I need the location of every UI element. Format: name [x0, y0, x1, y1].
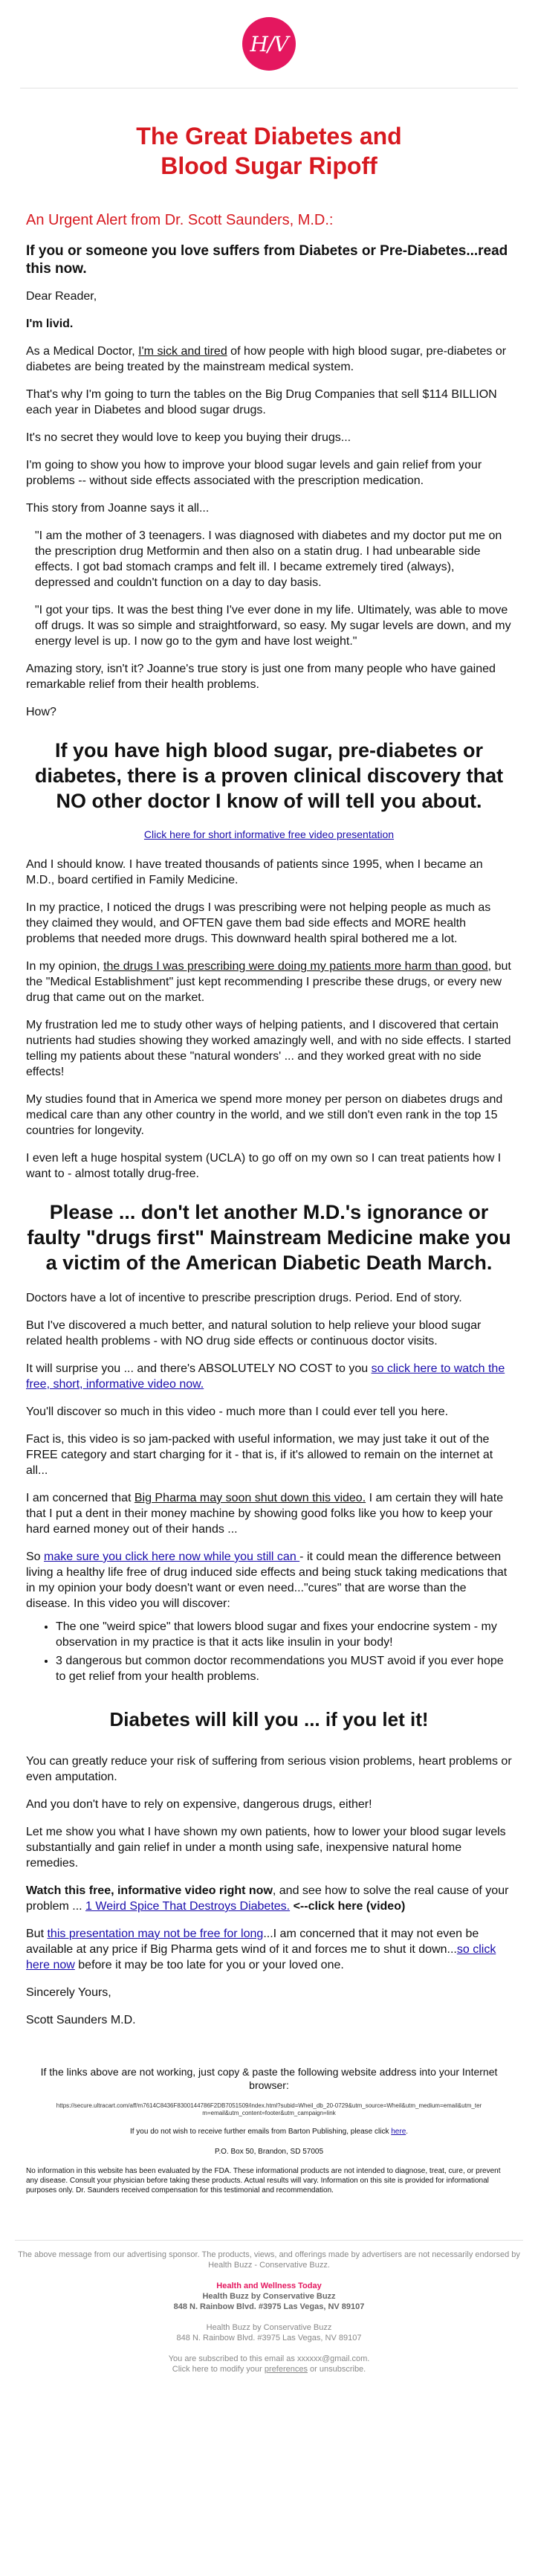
paragraph-click-while-you-can: So make sure you click here now while you still can - it could mean the difference between living a healthy life free of drug induced side effects and being stuck taking medications that in my opinion your body doesn't want or even need..."cures" that are worse than the disease. In this video you will discover:: [26, 1551, 508, 1610]
intro-headline: If you or someone you love suffers from Diabetes or Pre-Diabetes...read this now.: [26, 243, 508, 277]
email-header: [20, 0, 518, 88]
subscription-notice: You are subscribed to this email as xxxxxx@gmail.com.: [168, 2354, 370, 2363]
click-now-link[interactable]: make sure you click here now while you still can: [44, 1551, 300, 1563]
testimonial-part-1: "I am the mother of 3 teenagers. I was diagnosed with diabetes and my doctor put me on the prescription drug Metformin and then also on a statin drug. I had unbearable side effects. I got bad stomach cramps and felt ill. I became extremely tired (always), depressed and couldn't function on a day to day basis.: [35, 529, 502, 589]
footer-address-repeat: 848 N. Rainbow Blvd. #3975 Las Vegas, NV 89107: [176, 2334, 362, 2342]
paragraph-amazing-story: Amazing story, isn't it? Joanne's true story is just one from many people who have gained remarkable relief from their health problems.: [26, 663, 496, 691]
preferences-link[interactable]: preferences: [264, 2365, 308, 2374]
paragraph-discover: You'll discover so much in this video - much more than I could ever tell you here.: [26, 1405, 449, 1418]
fda-disclaimer: No information in this website has been evaluated by the FDA. These informational products are not intended to diagnose, treat, cure, or prevent any disease. Consult your physician before taking these products. Actual results will vary. Information on this site is provided for informational purposes only. Dr. Saunders received compensation for this testimonial and recommendation.: [26, 2167, 501, 2195]
fallback-instructions: If the links above are not working, just copy & paste the following website address into your Internet browser:: [40, 2066, 498, 2091]
testimonial-part-2: "I got your tips. It was the best thing I've ever done in my life. Ultimately, was able to move off drugs. It was so simple and straightforward, so easy. My sugar levels are down, and my energy level is up. I now go to the gym and have lost weight.": [35, 604, 511, 648]
watch-video-link[interactable]: so click here to watch the free, short, informative video now.: [26, 1362, 505, 1391]
paragraph-reduce-risk: You can greatly reduce your risk of suffering from serious vision problems, heart problems or even amputation.: [26, 1755, 512, 1783]
po-box-address: P.O. Box 50, Brandon, SD 57005: [214, 2148, 324, 2156]
paragraph-opinion: In my opinion, the drugs I was prescribing were doing my patients more harm than good, but the "Medical Establishment" just kept recommending I prescribe these drugs, or every new drug that came out on the market.: [26, 960, 511, 1004]
fallback-links-section: [26, 2065, 512, 2156]
paragraph-studies: My studies found that in America we spend more money per person on diabetes drugs and medical care than any other country in the world, and we still don't even rank in the top 15 countries for longevity.: [26, 1093, 503, 1137]
brand-logo[interactable]: [242, 17, 296, 71]
not-free-link[interactable]: this presentation may not be free for long: [47, 1928, 264, 1940]
list-item: • 3 dangerous but common doctor recommendations you MUST avoid if you ever hope to get relief from your health problems.: [56, 1653, 512, 1684]
paragraph-show-you: I'm going to show you how to improve your blood sugar levels and gain relief from your problems -- without side effects associated with the prescription medication.: [26, 459, 482, 487]
urgent-alert-heading: An Urgent Alert from Dr. Scott Saunders, M.D.:: [26, 212, 334, 228]
paragraph-let-me-show: Let me show you what I have shown my own patients, how to lower your blood sugar levels substantially and gain relief in under a month using safe, inexpensive natural home remedies.: [26, 1826, 506, 1870]
unsubscribe-line: If you do not wish to receive further emails from Barton Publishing, please click here.: [129, 2128, 409, 2136]
video-link-centered: [26, 828, 512, 840]
salutation: Dear Reader,: [26, 290, 97, 303]
paragraph-no-drugs: And you don't have to rely on expensive, dangerous drugs, either!: [26, 1798, 372, 1811]
paragraph-no-cost: It will surprise you ... and there's ABSOLUTELY NO COST to you so click here to watch the free, short, informative video now.: [26, 1362, 505, 1391]
free-video-link[interactable]: Click here for short informative free video presentation: [143, 828, 395, 840]
click-here-now-link[interactable]: so click here now: [26, 1943, 496, 1971]
paragraph-joanne-intro: This story from Joanne says it all...: [26, 502, 210, 515]
footer-brand-secondary: Health Buzz by Conservative Buzz: [202, 2292, 336, 2301]
paragraph-watch-video: Watch this free, informative video right now, and see how to solve the real cause of your problem ... 1 Weird Spice That Destroys Diabetes. <--click here (video): [26, 1884, 509, 1913]
paragraph-no-secret: It's no secret they would love to keep you buying their drugs...: [26, 431, 351, 444]
fallback-url[interactable]: https://secure.ultracart.com/aff/m7614C8436F8300144786F2DB7051509/index.html?subid=Wheil_db_20-0729&utm_source=Wheil&utm_medium=email&utm_term=email&utm_content=footer&utm_campaign=link: [56, 2102, 482, 2116]
email-footer: [15, 2240, 523, 2374]
paragraph-practice: In my practice, I noticed the drugs I was prescribing were not helping people as much as they claimed they would, and OFTEN gave them bad side effects and MORE health problems that needed more drugs. This downward health spiral bothered me a lot.: [26, 901, 491, 945]
paragraph-how: How?: [26, 706, 56, 718]
footer-brand-primary: Health and Wellness Today: [216, 2282, 322, 2290]
paragraph-treated-patients: And I should know. I have treated thousands of patients since 1995, when I became an M.D., board certified in Family Medicine.: [26, 858, 483, 886]
subheading-death-march: Please ... don't let another M.D.'s ignorance or faulty "drugs first" Mainstream Medicine make you a victim of the American Diabetic Death March.: [27, 1201, 511, 1274]
paragraph-jam-packed: Fact is, this video is so jam-packed with useful information, we may just take it out of the FREE category and start charging for it - that is, if it's allowed to remain on the internet at all...: [26, 1433, 493, 1477]
paragraph-left-ucla: I even left a huge hospital system (UCLA) to go off on my own so I can treat patients how I want to - almost totally drug-free.: [26, 1152, 502, 1180]
testimonial-quote: [35, 528, 512, 649]
unsubscribe-link[interactable]: here: [391, 2128, 406, 2136]
footer-address: 848 N. Rainbow Blvd. #3975 Las Vegas, NV 89107: [173, 2302, 365, 2311]
livid-statement: I'm livid.: [26, 318, 74, 330]
paragraph-big-pharma: I am concerned that Big Pharma may soon shut down this video. I am certain they will hate that I put a dent in their money machine by showing good folks like you how to keep your hard earned money out of their hands ...: [26, 1492, 504, 1536]
signature-name: Scott Saunders M.D.: [26, 2014, 136, 2026]
footer-brand-repeat: Health Buzz by Conservative Buzz: [206, 2323, 332, 2332]
subheading-diabetes-kill: Diabetes will kill you ... if you let it!: [109, 1708, 429, 1730]
page-title: [26, 121, 512, 181]
logo-text: H/V: [250, 31, 288, 57]
paragraph-natural-solution: But I've discovered a much better, and natural solution to help relieve your blood sugar related health problems - with NO drug side effects or continuous doctor visits.: [26, 1319, 482, 1347]
paragraph-turn-tables: That's why I'm going to turn the tables on the Big Drug Companies that sell $114 BILLION each year in Diabetes and blood sugar drugs.: [26, 388, 497, 416]
paragraph-sick-and-tired: As a Medical Doctor, I'm sick and tired of how people with high blood sugar, pre-diabetes or diabetes are being treated by the mainstream medical system.: [26, 345, 507, 373]
sign-off: Sincerely Yours,: [26, 1986, 111, 1999]
title-line-1: The Great Diabetes and: [136, 123, 402, 149]
list-item: • The one "weird spice" that lowers blood sugar and fixes your endocrine system - my observation in my practice is that it acts like insulin in your body!: [56, 1619, 512, 1650]
weird-spice-link[interactable]: 1 Weird Spice That Destroys Diabetes.: [85, 1900, 291, 1913]
preferences-line: Click here to modify your preferences or unsubscribe.: [172, 2365, 366, 2374]
discover-list: [26, 1619, 512, 1684]
title-line-2: Blood Sugar Ripoff: [161, 152, 377, 179]
email-body: [0, 121, 538, 2195]
paragraph-incentive: Doctors have a lot of incentive to prescribe prescription drugs. Period. End of story.: [26, 1292, 462, 1304]
paragraph-not-free-long: But this presentation may not be free for long...I am concerned that it may not even be available at any price if Big Pharma gets wind of it and forces me to shut it down...so click here now before it may be too late for you or your loved one.: [26, 1928, 496, 1971]
subheading-clinical-discovery: If you have high blood sugar, pre-diabetes or diabetes, there is a proven clinical discovery that NO other doctor I know of will tell you about.: [34, 739, 504, 812]
paragraph-frustration: My frustration led me to study other ways of helping patients, and I discovered that certain nutrients had studies showing they worked amazingly well, and with no side effects. I started telling my patients about these "natural wonders' ... and they worked great with no side effects!: [26, 1019, 511, 1078]
sponsor-notice: The above message from our advertising sponsor. The products, views, and offerings made by advertisers are not necessarily endorsed by Health Buzz - Conservative Buzz.: [18, 2250, 520, 2270]
